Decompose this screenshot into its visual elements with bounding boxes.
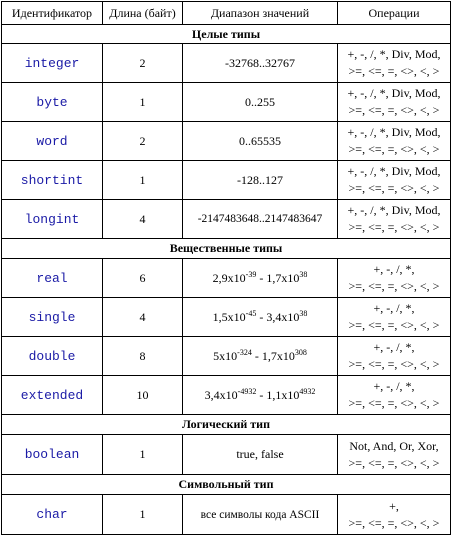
type-operations [338, 161, 451, 200]
section-row [2, 415, 451, 435]
type-operations [338, 376, 451, 415]
section-row [2, 475, 451, 495]
section-integer-types: Целые типы [2, 25, 451, 44]
type-range: true, false [183, 435, 338, 475]
type-identifier: char [2, 495, 103, 535]
operations-line: >=, <=, =, <>, <, > [348, 357, 440, 371]
type-range [183, 298, 338, 337]
type-identifier: word [2, 122, 103, 161]
type-length: 1 [103, 83, 183, 122]
type-operations [338, 44, 451, 83]
type-identifier: boolean [2, 435, 103, 475]
operations-line: +, [389, 498, 399, 513]
range-exponent: -324 [237, 347, 252, 357]
range-exponent: -4932 [237, 386, 257, 396]
type-range: -128..127 [183, 161, 338, 200]
operations-line: >=, <=, =, <>, <, > [348, 279, 440, 293]
type-range: 0..255 [183, 83, 338, 122]
range-mantissa: 3,4x10 [204, 387, 238, 402]
type-range: -32768..32767 [183, 44, 338, 83]
operations-line: +, -, /, *, [373, 379, 415, 393]
table-row [2, 44, 451, 83]
type-identifier: double [2, 337, 103, 376]
type-length: 1 [103, 435, 183, 475]
type-operations [338, 435, 451, 475]
table-row [2, 200, 451, 239]
type-operations [338, 337, 451, 376]
type-range: все символы кода ASCII [183, 495, 338, 535]
type-operations [338, 495, 451, 535]
operations-line: >=, <=, =, <>, <, > [348, 103, 440, 117]
table-row [2, 435, 451, 475]
type-length: 1 [103, 161, 183, 200]
type-operations [338, 83, 451, 122]
type-range [183, 376, 338, 415]
range-mantissa: 5x10 [213, 348, 238, 363]
table-row [2, 122, 451, 161]
operations-line: +, -, /, *, Div, Mod, [347, 164, 441, 178]
type-length: 10 [103, 376, 183, 415]
table-row [2, 495, 451, 535]
type-length: 4 [103, 298, 183, 337]
operations-line: +, -, /, *, Div, Mod, [347, 47, 441, 61]
range-mantissa: - 1,7x10 [256, 270, 300, 285]
type-range [183, 337, 338, 376]
operations-line: >=, <=, =, <>, <, > [348, 220, 440, 234]
section-logical-type: Логический тип [2, 415, 451, 435]
operations-line: >=, <=, =, <>, <, > [348, 455, 440, 470]
type-range [183, 259, 338, 298]
operations-line: +, -, /, *, Div, Mod, [347, 86, 441, 100]
range-exponent: 4932 [299, 386, 316, 396]
type-range: -2147483648..2147483647 [183, 200, 338, 239]
range-mantissa: - 3,4x10 [256, 309, 300, 324]
section-real-types: Вещественные типы [2, 239, 451, 259]
operations-line: >=, <=, =, <>, <, > [348, 142, 440, 156]
operations-line: >=, <=, =, <>, <, > [348, 64, 440, 78]
data-types-table [1, 1, 451, 535]
type-operations [338, 200, 451, 239]
type-length: 6 [103, 259, 183, 298]
header-operations: Операции [338, 2, 451, 25]
type-length: 2 [103, 44, 183, 83]
range-exponent: 38 [299, 269, 308, 279]
type-identifier: extended [2, 376, 103, 415]
operations-line: >=, <=, =, <>, <, > [348, 396, 440, 410]
table-row [2, 83, 451, 122]
section-row [2, 239, 451, 259]
table-row [2, 337, 451, 376]
type-operations [338, 298, 451, 337]
type-length: 4 [103, 200, 183, 239]
table-row [2, 161, 451, 200]
table-row [2, 298, 451, 337]
header-identifier: Идентификатор [2, 2, 103, 25]
operations-line: +, -, /, *, [373, 340, 415, 354]
type-identifier: single [2, 298, 103, 337]
type-operations [338, 259, 451, 298]
type-range: 0..65535 [183, 122, 338, 161]
range-mantissa: - 1,1x10 [256, 387, 300, 402]
type-length: 8 [103, 337, 183, 376]
table-row [2, 259, 451, 298]
range-mantissa: 1,5x10 [212, 309, 246, 324]
header-length: Длина (байт) [103, 2, 183, 25]
type-identifier: longint [2, 200, 103, 239]
type-identifier: integer [2, 44, 103, 83]
section-char-type: Символьный тип [2, 475, 451, 495]
type-length: 2 [103, 122, 183, 161]
range-exponent: 308 [294, 347, 307, 357]
operations-line: +, -, /, *, [373, 262, 415, 276]
operations-line: +, -, /, *, [373, 301, 415, 315]
range-mantissa: - 1,7x10 [251, 348, 295, 363]
operations-line: >=, <=, =, <>, <, > [348, 318, 440, 332]
section-row [2, 25, 451, 44]
type-identifier: shortint [2, 161, 103, 200]
operations-line: >=, <=, =, <>, <, > [348, 181, 440, 195]
type-operations [338, 122, 451, 161]
range-exponent: -39 [245, 269, 257, 279]
type-length: 1 [103, 495, 183, 535]
header-range: Диапазон значений [183, 2, 338, 25]
operations-line: +, -, /, *, Div, Mod, [347, 203, 441, 217]
operations-line: Not, And, Or, Xor, [349, 438, 439, 453]
range-mantissa: 2,9x10 [212, 270, 246, 285]
type-identifier: real [2, 259, 103, 298]
table-row [2, 376, 451, 415]
operations-line: +, -, /, *, Div, Mod, [347, 125, 441, 139]
range-exponent: -45 [245, 308, 257, 318]
type-identifier: byte [2, 83, 103, 122]
operations-line: >=, <=, =, <>, <, > [348, 515, 440, 530]
header-row [2, 2, 451, 25]
range-exponent: 38 [299, 308, 308, 318]
